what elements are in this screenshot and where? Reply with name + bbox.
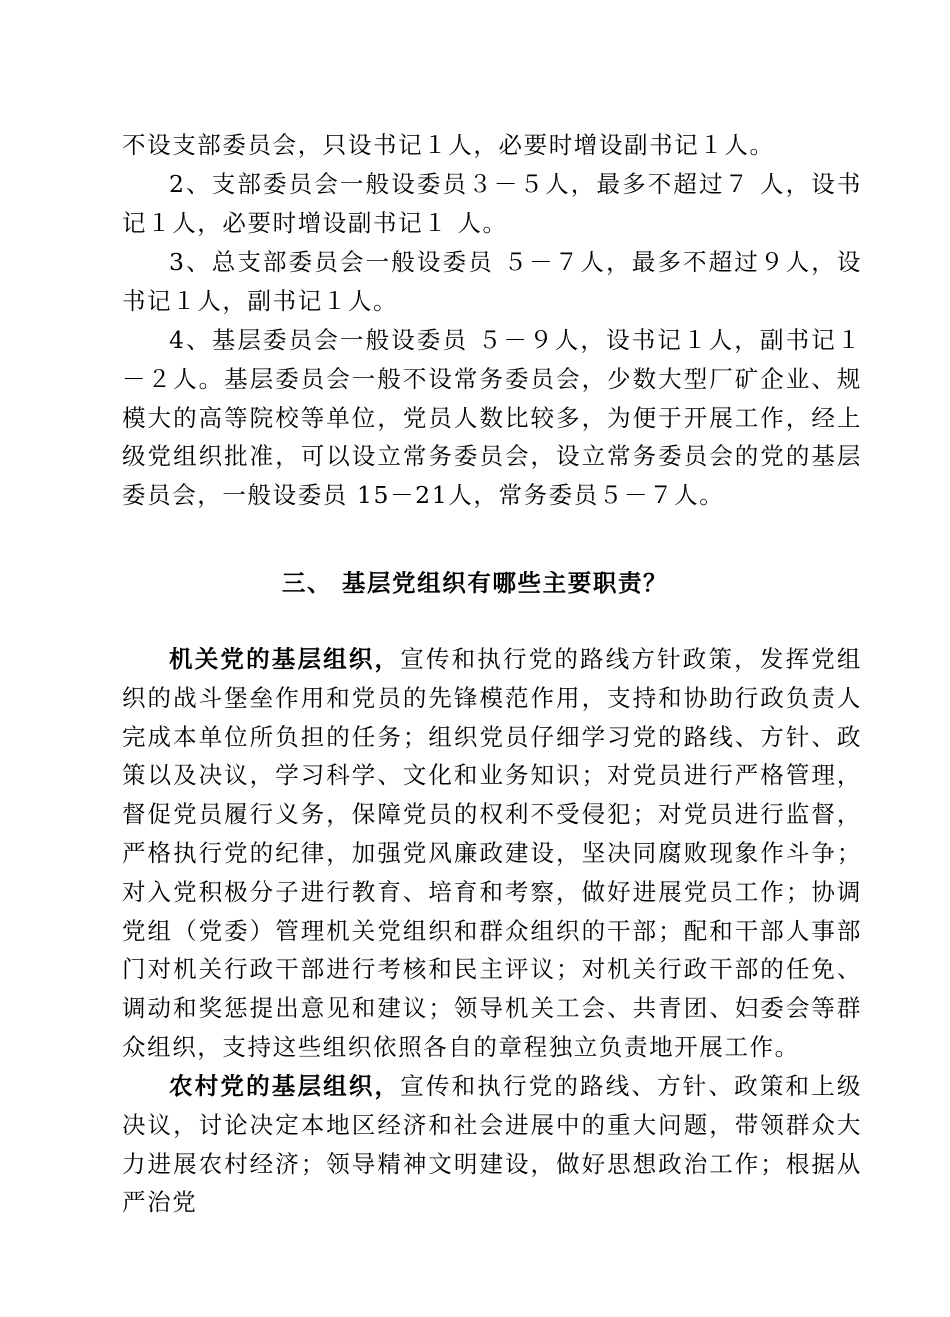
paragraph-continuation: 不设支部委员会，只设书记１人，必要时增设副书记１人。 — [122, 131, 775, 159]
paragraph-lead-bold: 农村党的基层组织， — [169, 1072, 401, 1100]
paragraph-organ-party-organization — [122, 640, 862, 1067]
paragraph-body: 宣传和执行党的路线、方针、政策和上级决议，讨论决定本地区经济和社会进展中的重大问题，带领群众大力进展农村经济；领导精神文明建设，做好思想政治工作；根据从严治党 — [122, 1072, 862, 1217]
paragraph-rural-party-organization — [122, 1067, 862, 1222]
paragraph-branch-committee: 2、支部委员会一般设委员３－５人，最多不超过７ 人，设书记１人，必要时增设副书记１ 人。 — [122, 170, 862, 237]
paragraph-general-branch-committee: 3、总支部委员会一般设委员 ５－７人，最多不超过９人，设书记１人，副书记１人。 — [122, 248, 862, 315]
paragraph-grassroots-committee: 4、基层委员会一般设委员 ５－９人，设书记１人，副书记１－２人。基层委员会一般不设常务委员会，少数大型厂矿企业、规模大的高等院校等单位，党员人数比较多，为便于开展工作，经上级党组织批准，可以设立常务委员会，设立常务委员会的党的基层委员会，一般设委员 15－21人，常务委员５－７人。 — [122, 326, 862, 510]
section-heading: 三、 基层党组织有哪些主要职责？ — [281, 569, 669, 597]
paragraph-body: 宣传和执行党的路线方针政策，发挥党组织的战斗堡垒作用和党员的先锋模范作用，支持和协助行政负责人完成本单位所负担的任务；组织党员仔细学习党的路线、方针、政策以及决议，学习科学、文化和业务知识；对党员进行严格管理，督促党员履行义务，保障党员的权利不受侵犯；对党员进行监督，严格执行党的纪律，加强党风廉政建设，坚决同腐败现象作斗争；对入党积极分子进行教育、培育和考察，做好进展党员工作；协调党组（党委）管理机关党组织和群众组织的干部；配和干部人事部门对机关行政干部进行考核和民主评议；对机关行政干部的任免、调动和奖惩提出意见和建议；领导机关工会、共青团、妇委会等群众组织，支持这些组织依照各自的章程独立负责地开展工作。 — [122, 645, 862, 1061]
paragraph-lead-bold: 机关党的基层组织， — [169, 645, 401, 673]
